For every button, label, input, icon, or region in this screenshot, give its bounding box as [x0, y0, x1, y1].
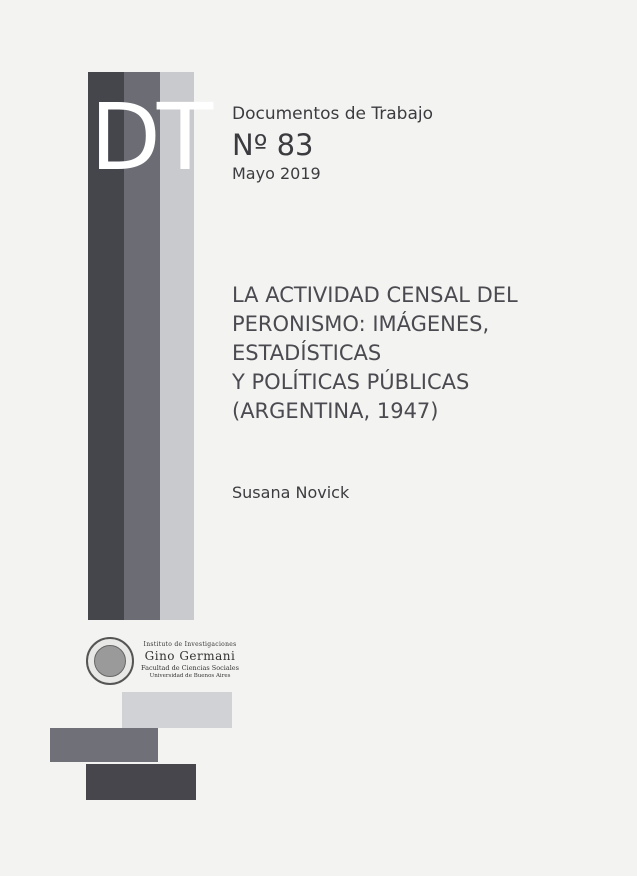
- document-title: [232, 281, 612, 426]
- title-line: Y POLÍTICAS PÚBLICAS: [232, 370, 470, 394]
- issue-date: Mayo 2019: [232, 164, 321, 183]
- block-mid: [50, 728, 158, 762]
- title-line: LA ACTIVIDAD CENSAL DEL: [232, 283, 518, 307]
- dt-mark: DT: [90, 84, 210, 191]
- institute-university: Universidad de Buenos Aires: [149, 673, 231, 679]
- series-name: Documentos de Trabajo: [232, 104, 434, 124]
- institute-line-1: Instituto de Investigaciones: [143, 641, 237, 648]
- block-light: [122, 692, 232, 728]
- institute-name: Gino Germani: [144, 649, 236, 663]
- author-name: Susana Novick: [232, 483, 350, 502]
- block-dark: [86, 764, 196, 800]
- issue-number: Nº 83: [232, 128, 314, 162]
- title-line: PERONISMO: IMÁGENES,: [232, 312, 490, 336]
- title-line: ESTADÍSTICAS: [232, 341, 382, 365]
- title-line: (ARGENTINA, 1947): [232, 399, 439, 423]
- university-seal-icon: [86, 637, 134, 685]
- institute-faculty: Facultad de Ciencias Sociales: [141, 664, 239, 672]
- institute-logo: [140, 641, 240, 679]
